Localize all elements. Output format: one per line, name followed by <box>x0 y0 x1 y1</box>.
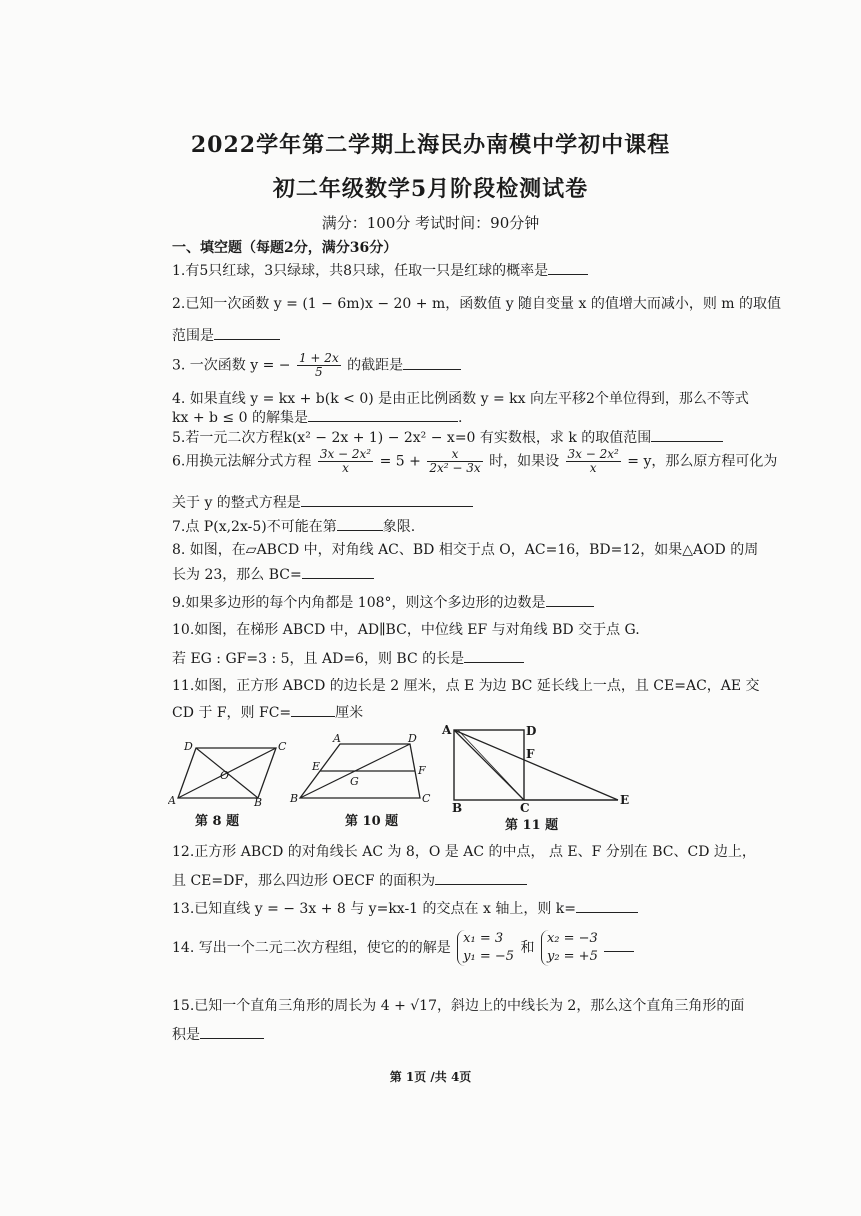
answer-blank[interactable] <box>435 870 527 885</box>
page-number: 第 1页 /共 4页 <box>389 1070 472 1084</box>
question-8: 8. 如图，在▱ABCD 中，对角线 AC、BD 相交于点 O，AC=16，BD=12，如果△AOD 的周 <box>172 542 759 558</box>
question-6-cont: 关于 y 的整式方程是 <box>172 492 473 513</box>
question-6: 6.用换元法解分式方程 $\frac{\text{3x − 2x²}}{x}$ = 5 + $\frac{x}{\text{2x² − 3x}}$ 时，如果设 $\frac{\text{3x − 2x²}}{x}$ = y，那么原方程可化为 <box>172 447 778 475</box>
diagonal-ac-shadow <box>458 730 524 800</box>
question-2: 2.已知一次函数 y = (1 − 6m)x − 20 + m，函数值 y 随自变量 x 的值增大而减小，则 m 的取值 <box>172 296 782 312</box>
label-b: B <box>452 801 463 815</box>
question-15-cont: 积是 <box>172 1024 264 1045</box>
question-1: 1.有5只红球，3只绿球，共8只球，任取一只是红球的概率是 <box>172 260 588 281</box>
question-10-cont: 若 EG : GF=3 : 5，且 AD=6，则 BC 的长是 <box>172 648 524 669</box>
answer-blank[interactable] <box>200 1024 264 1039</box>
label-d: D <box>526 724 537 738</box>
exam-title: 2022学年第二学期上海民办南模中学初中课程 <box>190 132 671 158</box>
figure-8-parallelogram <box>168 738 288 808</box>
answer-blank[interactable] <box>291 702 335 717</box>
label-c: C <box>278 740 287 753</box>
answer-blank[interactable] <box>464 648 524 663</box>
figure-8-caption: 第 8 题 <box>195 814 240 829</box>
answer-blank[interactable] <box>651 427 723 442</box>
question-4: 4. 如果直线 y = kx + b(k < 0) 是由正比例函数 y = kx 向左平移2个单位得到，那么不等式 <box>172 391 749 407</box>
answer-blank[interactable] <box>548 260 588 275</box>
question-2-cont: 范围是 <box>172 325 280 346</box>
question-4-cont: kx + b ≤ 0 的解集是 . <box>172 407 462 428</box>
question-10: 10.如图，在梯形 ABCD 中，AD∥BC，中位线 EF 与对角线 BD 交于点 G. <box>172 622 640 638</box>
label-a: A <box>333 732 341 745</box>
label-c: C <box>422 792 431 805</box>
question-15: 15.已知一个直角三角形的周长为 4 + √17，斜边上的中线长为 2，那么这个直角三角形的面 <box>172 998 745 1014</box>
question-8-cont: 长为 23，那么 BC= <box>172 564 374 585</box>
answer-blank[interactable] <box>403 355 461 370</box>
label-b: B <box>254 796 263 808</box>
label-f: F <box>526 747 535 761</box>
label-d: D <box>184 740 193 753</box>
answer-blank[interactable] <box>308 407 458 422</box>
label-a: A <box>442 723 452 737</box>
figure-10-trapezoid <box>288 730 438 808</box>
section-heading: 一、填空题（每题2分，满分36分） <box>172 240 398 256</box>
segment-ae <box>454 730 618 800</box>
answer-blank[interactable] <box>546 592 594 607</box>
fraction: $\frac{x}{\text{2x² − 3x}}$ <box>429 447 481 475</box>
question-9: 9.如果多边形的每个内角都是 108°，则这个多边形的边数是 <box>172 592 594 613</box>
exam-name: 初二年级数学5月阶段检测试卷 <box>272 176 589 202</box>
label-e: E <box>312 760 321 773</box>
question-12: 12.正方形 ABCD 的对角线长 AC 为 8，O 是 AC 的中点， 点 E、F 分别在 BC、CD 边上， <box>172 844 756 860</box>
figure-11-caption: 第 11 题 <box>505 818 559 833</box>
equation-system-1: x₁ = 3 y₁ = −5 <box>457 930 514 966</box>
question-11-cont: CD 于 F，则 FC= 厘米 <box>172 702 363 723</box>
figure-11-square <box>440 722 640 817</box>
question-14: 14. 写出一个二元二次方程组，使它的的解是 x₁ = 3 y₁ = −5 和 x₂ = −3 y₂ = +5 <box>172 930 634 966</box>
label-d: D <box>408 732 417 745</box>
figure-10-caption: 第 10 题 <box>345 814 399 829</box>
fraction: $\frac{\text{3x − 2x²}}{x}$ <box>567 447 619 475</box>
answer-blank[interactable] <box>337 516 383 531</box>
answer-blank[interactable] <box>302 564 374 579</box>
label-o: O <box>220 769 230 782</box>
answer-blank[interactable] <box>214 325 280 340</box>
question-5: 5.若一元二次方程k(x² − 2x + 1) − 2x² − x=0 有实数根，求 k 的取值范围 <box>172 427 723 448</box>
label-f: F <box>418 764 426 777</box>
label-b: B <box>290 792 299 805</box>
fraction: $\frac{\text{3x − 2x²}}{x}$ <box>319 447 372 475</box>
question-7: 7.点 P(x,2x-5)不可能在第 象限. <box>172 516 415 537</box>
equation-system-2: x₂ = −3 y₂ = +5 <box>541 930 598 966</box>
question-13: 13.已知直线 y = − 3x + 8 与 y=kx-1 的交点在 x 轴上，则 k= <box>172 898 638 919</box>
label-e: E <box>620 793 630 807</box>
question-11: 11.如图，正方形 ABCD 的边长是 2 厘米，点 E 为边 BC 延长线上一点，且 CE=AC，AE 交 <box>172 678 760 694</box>
answer-blank[interactable] <box>301 492 473 507</box>
exam-info: 满分：100分 考试时间：90分钟 <box>321 214 540 232</box>
label-g: G <box>350 775 359 788</box>
fraction: $\frac{1 + 2x}{5}$ <box>298 351 339 379</box>
label-a: A <box>168 794 176 807</box>
question-12-cont: 且 CE=DF，那么四边形 OECF 的面积为 <box>172 870 527 891</box>
question-3: 3. 一次函数 y = − $\frac{1 + 2x}{5}$ 的截距是 <box>172 352 461 379</box>
label-c: C <box>520 801 530 815</box>
answer-blank[interactable] <box>604 937 634 952</box>
diagonal-ac <box>454 730 524 800</box>
answer-blank[interactable] <box>576 898 638 913</box>
